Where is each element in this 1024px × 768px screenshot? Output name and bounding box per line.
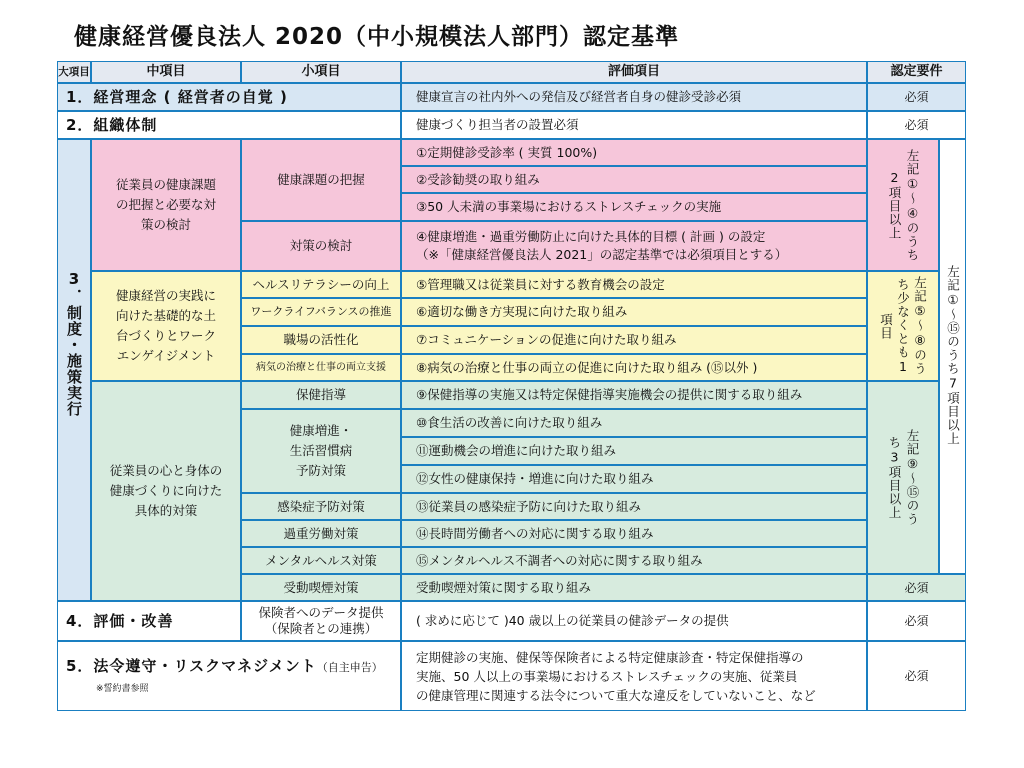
- category-5-note: ※誓約書参照: [96, 684, 149, 694]
- eval-4: [401, 221, 867, 271]
- mid-group1: [91, 139, 241, 271]
- small-lifestyle-label: 健康増進・生活習慣病予防対策: [289, 423, 353, 478]
- category-5: [57, 641, 401, 711]
- req-group2: [867, 271, 939, 381]
- eval-row5-line3: の健康管理に関連する法令について重大な違反をしていないこと、など: [416, 688, 816, 703]
- eval-4-line1: ④健康増進・過重労働防止に向けた具体的目標 ( 計画 ) の設定: [416, 229, 766, 244]
- mid-group1-label: 従業員の健康課題の把握と必要な対策の検討: [115, 177, 216, 232]
- req-group1: [867, 139, 939, 271]
- req-row4: 必須: [867, 601, 966, 641]
- eval-9: ⑨保健指導の実施又は特定保健指導実施機会の提供に関する取り組み: [401, 381, 867, 409]
- small-health-issue: 健康課題の把握: [241, 139, 401, 221]
- eval-smoking: 受動喫煙対策に関する取り組み: [401, 574, 867, 601]
- header-req: 認定要件: [867, 61, 966, 83]
- category-1: 1．経営理念 ( 経営者の自覚 ): [57, 83, 401, 111]
- eval-1: ①定期健診受診率 ( 実質 100%): [401, 139, 867, 166]
- eval-13: ⑬従業員の感染症予防に向けた取り組み: [401, 493, 867, 520]
- category-5-suffix: （自主申告）: [316, 661, 383, 674]
- header-small: 小項目: [241, 61, 401, 83]
- eval-12: ⑫女性の健康保持・増進に向けた取り組み: [401, 465, 867, 493]
- eval-3: ③50 人未満の事業場におけるストレスチェックの実施: [401, 193, 867, 221]
- small-worklife: ワークライフバランスの推進: [241, 298, 401, 326]
- header-mid: 中項目: [91, 61, 241, 83]
- small-data-provision: [241, 601, 401, 641]
- mid-group2-label: 健康経営の実践に向けた基礎的な土台づくりとワークエンゲイジメント: [115, 288, 216, 363]
- eval-row5: [401, 641, 867, 711]
- header-large: 大項目: [57, 61, 91, 83]
- eval-7: ⑦コミュニケーションの促進に向けた取り組み: [401, 326, 867, 354]
- small-treatment: 病気の治療と仕事の両立支援: [241, 354, 401, 381]
- req-group3-label: 左記⑨〜⑮のうち3項目以上: [887, 429, 920, 526]
- category-5-label: 5．法令遵守・リスクマネジメント: [66, 657, 317, 675]
- category-4: 4．評価・改善: [57, 601, 241, 641]
- req-smoking: 必須: [867, 574, 966, 601]
- eval-4-line2: （※「健康経営優良法人 2021」の認定基準では必須項目とする）: [416, 247, 788, 262]
- req-row1: 必須: [867, 83, 966, 111]
- category-3-label: 3．制度・施策実行: [65, 270, 83, 417]
- eval-11: ⑪運動機会の増進に向けた取り組み: [401, 437, 867, 465]
- eval-row5-line1: 定期健診の実施、健保等保険者による特定健康診査・特定保健指導の: [416, 650, 804, 665]
- req-overall-label: 左記①〜⑮のうち7項目以上: [945, 265, 961, 446]
- page-title: 健康経営優良法人 2020（中小規模法人部門）認定基準: [74, 24, 680, 50]
- eval-10: ⑩食生活の改善に向けた取り組み: [401, 409, 867, 437]
- small-literacy: ヘルスリテラシーの向上: [241, 271, 401, 298]
- req-group2-label: 左記⑤〜⑧のうち少なくとも1項目: [878, 276, 928, 376]
- eval-row1: 健康宣言の社内外への発信及び経営者自身の健診受診必須: [401, 83, 867, 111]
- eval-row4: ( 求めに応じて )40 歳以上の従業員の健診データの提供: [401, 601, 867, 641]
- small-guidance: 保健指導: [241, 381, 401, 409]
- req-group1-label: 左記①〜④のうち2項目以上: [887, 148, 920, 262]
- small-mental: メンタルヘルス対策: [241, 547, 401, 574]
- small-data-provision-label: 保険者へのデータ提供（保険者との連携）: [258, 605, 384, 636]
- eval-row2: 健康づくり担当者の設置必須: [401, 111, 867, 139]
- header-eval: 評価項目: [401, 61, 867, 83]
- eval-14: ⑭長時間労働者への対応に関する取り組み: [401, 520, 867, 547]
- req-row2: 必須: [867, 111, 966, 139]
- small-activation: 職場の活性化: [241, 326, 401, 354]
- eval-2: ②受診勧奨の取り組み: [401, 166, 867, 193]
- req-overall: [939, 139, 966, 574]
- mid-group3-label: 従業員の心と身体の健康づくりに向けた具体的対策: [109, 463, 223, 518]
- small-lifestyle: [241, 409, 401, 493]
- mid-group3: [91, 381, 241, 601]
- small-measures: 対策の検討: [241, 221, 401, 271]
- category-3: [57, 139, 91, 601]
- small-smoking: 受動喫煙対策: [241, 574, 401, 601]
- req-group3: [867, 381, 939, 574]
- mid-group2: [91, 271, 241, 381]
- eval-5: ⑤管理職又は従業員に対する教育機会の設定: [401, 271, 867, 298]
- category-2: 2．組織体制: [57, 111, 401, 139]
- eval-6: ⑥適切な働き方実現に向けた取り組み: [401, 298, 867, 326]
- eval-8: ⑧病気の治療と仕事の両立の促進に向けた取り組み (⑮以外 ): [401, 354, 867, 381]
- eval-15: ⑮メンタルヘルス不調者への対応に関する取り組み: [401, 547, 867, 574]
- small-infection: 感染症予防対策: [241, 493, 401, 520]
- eval-row5-line2: 実施、50 人以上の事業場におけるストレスチェックの実施、従業員: [416, 669, 798, 684]
- small-overwork: 過重労働対策: [241, 520, 401, 547]
- req-row5: 必須: [867, 641, 966, 711]
